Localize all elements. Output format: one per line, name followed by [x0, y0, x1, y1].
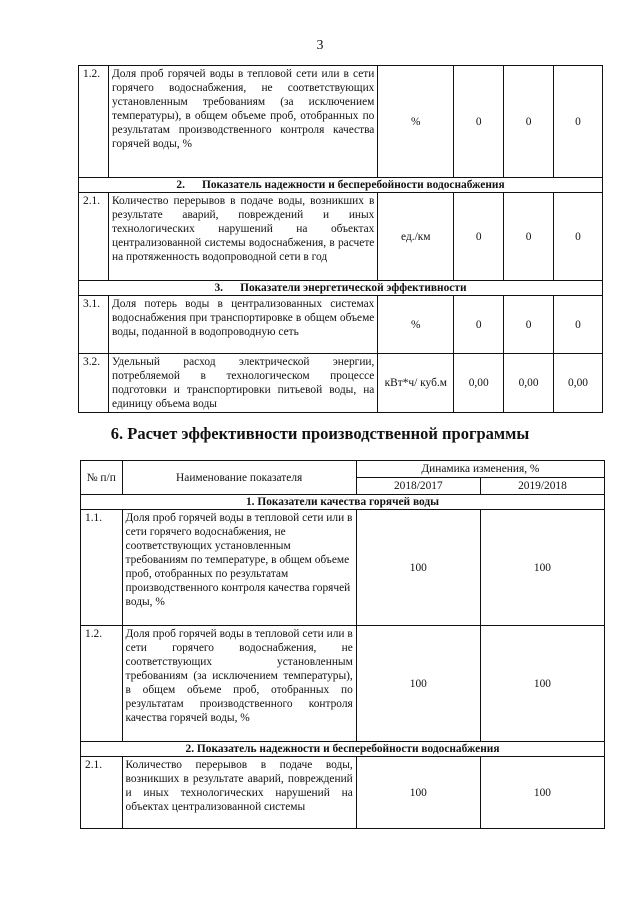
indicator-name: Доля проб горячей воды в тепловой сети или в сети горячего водоснабжения, не соответствующих установленным требованиям (за исключением температуры), в общем объеме проб, отобранных по результатам производственного контроля качества горячей воды, %	[122, 626, 356, 742]
value-cell: 0,00	[554, 354, 603, 413]
section-row	[79, 281, 603, 296]
value-cell: 100	[356, 510, 480, 626]
table-row	[81, 757, 605, 829]
section-title: 2. Показатель надежности и бесперебойности водоснабжения	[81, 742, 605, 757]
table-row	[79, 193, 603, 281]
unit: %	[378, 66, 454, 178]
header-name: Наименование показателя	[122, 461, 356, 495]
indicator-name: Количество перерывов в подаче воды, возникших в результате аварий, повреждений и иных технологических нарушений на объектах централизованной системы	[122, 757, 356, 829]
row-number: 1.2.	[81, 626, 123, 742]
value-cell: 0	[554, 193, 603, 281]
value-cell: 0,00	[504, 354, 554, 413]
indicator-name: Удельный расход электрической энергии, потребляемой в технологическом процессе подготовки и транспортировки питьевой воды, на единицу объема воды	[108, 354, 377, 413]
section-title: 3. Показатели энергетической эффективности	[79, 281, 603, 296]
header-dynamics: Динамика изменения, %	[356, 461, 604, 478]
row-number: 3.1.	[79, 296, 109, 354]
value-cell: 100	[480, 510, 604, 626]
value-cell: 0	[454, 193, 504, 281]
header-row	[81, 461, 605, 478]
indicator-name: Количество перерывов в подаче воды, возникших в результате аварий, повреждений и иных технологических нарушений на объектах централизованной системы водоснабжения, в расчете на протяженность водопроводной сети в год	[108, 193, 377, 281]
table-row	[79, 296, 603, 354]
value-cell: 0	[454, 296, 504, 354]
value-cell: 0	[504, 66, 554, 178]
value-cell: 100	[356, 626, 480, 742]
section-heading: 6. Расчет эффективности производственной программы	[110, 424, 530, 443]
header-num: № п/п	[81, 461, 123, 495]
unit: %	[378, 296, 454, 354]
section-row	[81, 495, 605, 510]
unit: кВт*ч/ куб.м	[378, 354, 454, 413]
table-row	[79, 354, 603, 413]
section-row	[81, 742, 605, 757]
indicator-name: Доля проб горячей воды в тепловой сети или в сети горячего водоснабжения, не соответствующих установленным требованиям (за исключением температуры), в общем объеме проб, отобранных по результатам производственного контроля качества горячей воды, %	[108, 66, 377, 178]
table-row	[81, 626, 605, 742]
value-cell: 0	[554, 296, 603, 354]
section-row	[79, 178, 603, 193]
value-cell: 0	[554, 66, 603, 178]
value-cell: 0	[504, 296, 554, 354]
header-col-2018: 2018/2017	[356, 478, 480, 495]
row-number: 1.2.	[79, 66, 109, 178]
value-cell: 0	[454, 66, 504, 178]
row-number: 3.2.	[79, 354, 109, 413]
value-cell: 0	[504, 193, 554, 281]
header-col-2019: 2019/2018	[480, 478, 604, 495]
value-cell: 100	[480, 757, 604, 829]
table-row	[79, 66, 603, 178]
indicators-table	[78, 65, 603, 413]
row-number: 1.1.	[81, 510, 123, 626]
section-title: 1. Показатели качества горячей воды	[81, 495, 605, 510]
row-number: 2.1.	[81, 757, 123, 829]
unit: ед./км	[378, 193, 454, 281]
row-number: 2.1.	[79, 193, 109, 281]
page-number: 3	[316, 38, 324, 53]
value-cell: 100	[356, 757, 480, 829]
value-cell: 100	[480, 626, 604, 742]
indicator-name: Доля проб горячей воды в тепловой сети или в сети горячего водоснабжения, не соответствующих установленным требованиям по температуре, в общем объеме проб, отобранных по результатам производственного контроля качества горячей воды, %	[122, 510, 356, 626]
efficiency-table	[80, 460, 605, 829]
section-title: 2. Показатель надежности и бесперебойности водоснабжения	[79, 178, 603, 193]
value-cell: 0,00	[454, 354, 504, 413]
table-row	[81, 510, 605, 626]
indicator-name: Доля потерь воды в централизованных системах водоснабжения при транспортировке в общем объеме воды, поданной в водопроводную сеть	[108, 296, 377, 354]
